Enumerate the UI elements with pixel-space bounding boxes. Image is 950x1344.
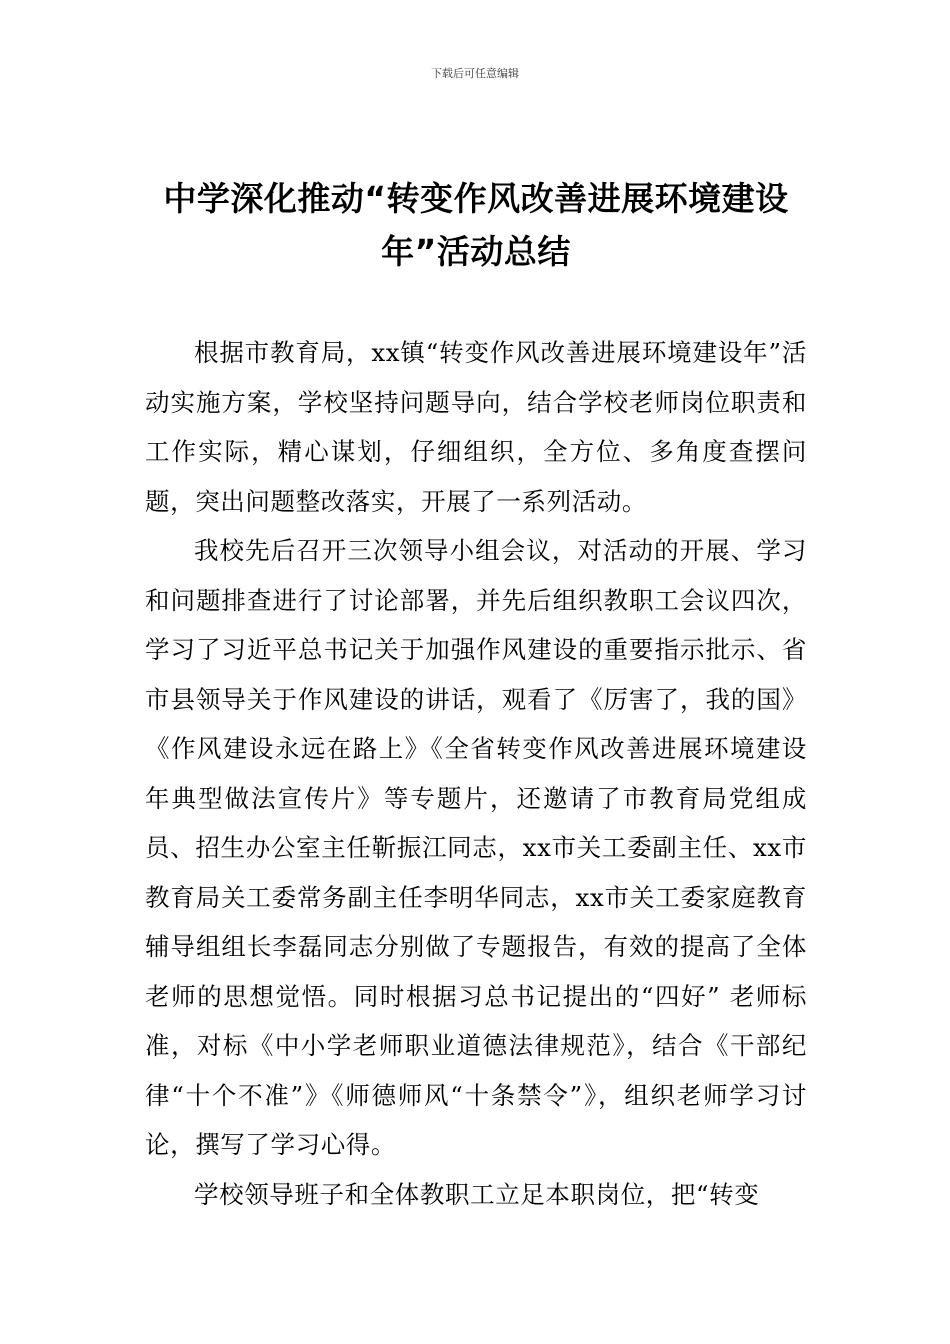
paragraph-1: 根据市教育局，xx镇“转变作风改善进展环境建设年”活动实施方案，学校坚持问题导向，结合学校老师岗位职责和工作实际，精心谋划，仔细组织，全方位、多角度查摆问题，突出问题整改落实，开展了一系列活动。 [145, 338, 807, 516]
page-header-note: 下载后可任意编辑 [431, 67, 519, 80]
paragraph-3: 学校领导班子和全体教职工立足本职岗位，把“转变 [194, 1179, 760, 1209]
document-title: 中学深化推动“转变作风改善进展环境建设年”活动总结 [163, 179, 789, 271]
document-body [145, 328, 807, 1219]
paragraph-2: 我校先后召开三次领导小组会议，对活动的开展、学习和问题排查进行了讨论部署，并先后组织教职工会议四次，学习了习近平总书记关于加强作风建设的重要指示批示、省市县领导关于作风建设的讲话，观看了《厉害了，我的国》《作风建设永远在路上》《全省转变作风改善进展环境建设年典型做法宣传片》等专题片，还邀请了市教育局党组成员、招生办公室主任靳振江同志，xx市关工委副主任、xx市教育局关工委常务副主任李明华同志，xx市关工委家庭教育辅导组组长李磊同志分别做了专题报告，有效的提高了全体老师的思想觉悟。同时根据习总书记提出的“四好” 老师标准，对标《中小学老师职业道德法律规范》，结合《干部纪 律“十个不准”》《师德师风“十条禁令”》，组织老师学习讨论，撰写了学习心得。 [145, 536, 807, 1159]
